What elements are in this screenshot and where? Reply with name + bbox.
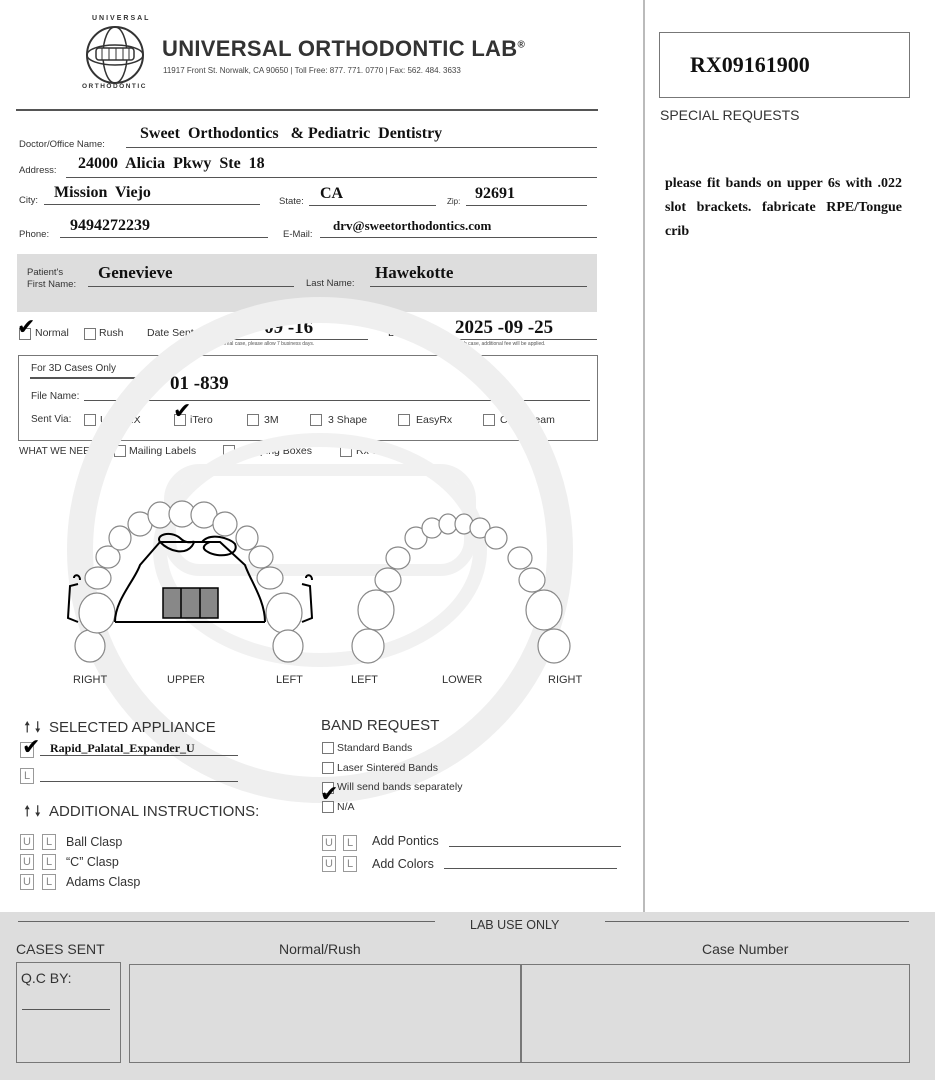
selected-appliance-value: Rapid_Palatal_Expander_U [50, 741, 195, 755]
case-number-box[interactable] [520, 964, 910, 1063]
state-value: CA [320, 185, 344, 202]
patient-last-name: Hawekotte [375, 263, 454, 282]
city-value: Mission Viejo [54, 184, 151, 201]
sent-via-label: Sent Via: [31, 414, 72, 425]
special-requests-text: please fit bands on upper 6s with .022 slot brackets. fabricate RPE/Tongue crib [665, 176, 902, 239]
sent-via-itero-label: iTero [190, 414, 213, 426]
three-d-title: For 3D Cases Only [31, 363, 117, 374]
na-label: N/A [337, 801, 355, 813]
header-rule [16, 109, 598, 111]
state-line [309, 205, 436, 206]
appliance-line-2 [40, 781, 238, 782]
zip-value: 92691 [475, 185, 515, 202]
ball-clasp-lower-toggle[interactable]: L [42, 834, 56, 850]
qc-by-label: Q.C BY: [21, 970, 72, 986]
rx-number: RX09161900 [690, 52, 810, 77]
sent-via-3shape-label: 3 Shape [328, 414, 368, 426]
add-colors-line [444, 868, 617, 869]
zip-label: Zip: [447, 197, 461, 206]
zip-line [466, 205, 587, 206]
what-we-need-label: WHAT WE NEED: [19, 446, 100, 457]
email-value: drv@sweetorthodontics.com [333, 218, 492, 233]
itero-checkmark: ✔ [173, 399, 192, 424]
standard-bands-checkbox[interactable] [322, 742, 334, 754]
colors-upper-toggle[interactable]: U [322, 856, 336, 872]
column-divider [643, 0, 645, 912]
appliance-line-1 [40, 755, 238, 756]
registered-mark: ® [517, 39, 526, 51]
lab-name [162, 36, 525, 62]
rush-label: Rush [99, 327, 124, 339]
adams-clasp-upper-toggle[interactable]: U [20, 874, 34, 890]
city-line [44, 204, 260, 205]
standard-bands-label: Standard Bands [337, 742, 413, 754]
state-label: State: [279, 196, 304, 207]
selected-appliance-title: SELECTED APPLIANCE [49, 719, 216, 736]
patient-first-label-1: Patient's [27, 267, 64, 278]
laser-sintered-label: Laser Sintered Bands [337, 762, 438, 774]
send-separately-label: Will send bands separately [337, 781, 463, 793]
arch-label-lower: LOWER [442, 674, 483, 686]
arch-label-right-upper: RIGHT [73, 674, 108, 686]
laser-sintered-checkbox[interactable] [322, 762, 334, 774]
band-request-title: BAND REQUEST [321, 717, 440, 734]
lower-arch-diagram[interactable] [340, 500, 590, 670]
city-label: City: [19, 195, 38, 206]
lab-use-title: LAB USE ONLY [470, 918, 560, 932]
case-number-label: Case Number [702, 941, 789, 957]
address-value: 24000 Alicia Pkwy Ste 18 [78, 155, 265, 172]
ball-clasp-label: Ball Clasp [66, 835, 123, 849]
pontics-upper-toggle[interactable]: U [322, 835, 336, 851]
arch-label-left-lower: LEFT [351, 674, 378, 686]
last-name-label: Last Name: [306, 278, 355, 289]
additional-instructions-title: ADDITIONAL INSTRUCTIONS: [49, 803, 260, 820]
sent-via-carestream-label: Carestream [500, 414, 555, 426]
mailing-labels-label: Mailing Labels [129, 445, 197, 457]
normal-label: Normal [35, 327, 69, 339]
lab-name-text: UNIVERSAL ORTHODONTIC LAB [162, 36, 518, 61]
c-clasp-label: “C” Clasp [66, 855, 119, 869]
due-date-value: 2025 -09 -25 [455, 317, 554, 338]
colors-lower-toggle[interactable]: L [343, 856, 357, 872]
email-label: E-Mail: [283, 229, 313, 240]
file-name-value: 01 -839 [170, 373, 229, 394]
phone-line [60, 237, 268, 238]
phone-value: 9494272239 [70, 217, 150, 234]
due-date-label: Due Date: [388, 327, 436, 339]
normal-rush-label: Normal/Rush [279, 941, 361, 957]
upper-arch-diagram[interactable] [60, 500, 320, 670]
normal-checkmark: ✔ [17, 315, 36, 340]
down-arrow-icon: 🠗 [34, 802, 41, 820]
lab-address: 11917 Front St. Norwalk, CA 90650 | Toll Free: 877. 771. 0770 | Fax: 562. 484. 3633 [163, 66, 461, 75]
logo-arc-top: UNIVERSAL [92, 15, 151, 22]
rx-sheets-label: Rx Sheets [356, 445, 405, 457]
due-date-note: For a rush case, additional fee will be applied. [444, 341, 546, 347]
adams-clasp-label: Adams Clasp [66, 875, 141, 889]
logo-arc-bottom: ORTHODONTIC [82, 83, 147, 90]
pontics-lower-toggle[interactable]: L [343, 835, 357, 851]
phone-label: Phone: [19, 229, 50, 240]
arch-label-left-upper: LEFT [276, 674, 303, 686]
sent-via-univ-rx-label: Univ. RX [100, 414, 141, 426]
add-colors-label: Add Colors [372, 857, 434, 871]
c-clasp-upper-toggle[interactable]: U [20, 854, 34, 870]
lab-use-rule-right [605, 921, 909, 922]
up-arrow-icon: 🠕 [24, 802, 31, 820]
down-arrow-icon: 🠗 [34, 718, 41, 736]
doctor-value: Sweet Orthodontics & Pediatric Dentistry [140, 125, 443, 142]
last-name-line [370, 286, 587, 287]
lab-use-rule-left [18, 921, 435, 922]
patient-first-name: Genevieve [98, 263, 173, 282]
date-sent-label: Date Sent: [147, 327, 197, 339]
address-line [66, 177, 597, 178]
file-name-label: File Name: [31, 391, 80, 402]
add-pontics-label: Add Pontics [372, 834, 439, 848]
date-sent-value: 2025 -09 -16 [215, 317, 314, 338]
arch-label-upper: UPPER [167, 674, 205, 686]
arch-label-right-lower: RIGHT [548, 674, 583, 686]
special-requests-label: SPECIAL REQUESTS [660, 107, 800, 123]
appliance-checkmark: ✔ [22, 735, 41, 760]
date-sent-note: For a normal case, please allow 7 business days. [205, 341, 315, 347]
selected-appliance-heading [24, 717, 216, 742]
ball-clasp-upper-toggle[interactable]: U [20, 834, 34, 850]
doctor-line [126, 147, 597, 148]
up-arrow-icon: 🠕 [24, 718, 31, 736]
qc-by-line [22, 1009, 110, 1010]
cases-sent-label: CASES SENT [16, 941, 105, 957]
sent-via-3m-label: 3M [264, 414, 279, 426]
doctor-label: Doctor/Office Name: [19, 139, 105, 150]
sent-via-easyrx-label: EasyRx [416, 414, 453, 426]
na-checkmark: ✔ [320, 782, 339, 807]
adams-clasp-lower-toggle[interactable]: L [42, 874, 56, 890]
patient-first-label-2: First Name: [27, 279, 77, 290]
first-name-line [88, 286, 294, 287]
shipping-boxes-label: Shipping Boxes [239, 445, 312, 457]
appliance-lower-toggle[interactable]: L [20, 768, 34, 784]
additional-instructions-heading [24, 801, 259, 826]
address-label: Address: [19, 165, 57, 176]
normal-rush-box[interactable] [129, 964, 522, 1063]
c-clasp-lower-toggle[interactable]: L [42, 854, 56, 870]
add-pontics-line [449, 846, 621, 847]
email-line [320, 237, 597, 238]
